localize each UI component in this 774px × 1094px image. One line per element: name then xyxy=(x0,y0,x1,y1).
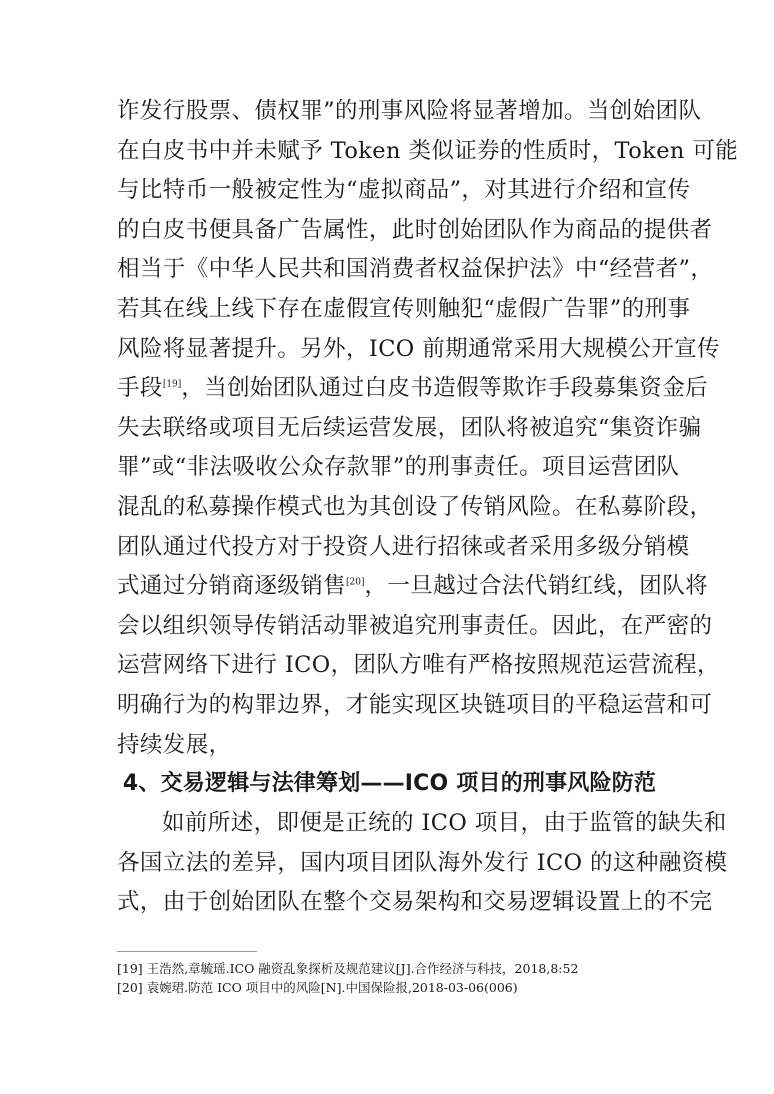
section-heading: 4、交易逻辑与法律筹划——ICO 项目的刑事风险防范 xyxy=(122,771,657,796)
text-line: 明确行为的构罪边界，才能实现区块链项目的平稳运营和可 xyxy=(117,691,713,718)
text-line: 相当于《中华人民共和国消费者权益保护法》中“经营者”， xyxy=(117,256,714,283)
text-line: 的白皮书便具备广告属性，此时创始团队作为商品的提供者 xyxy=(117,216,713,243)
footnote-20: [20] 袁婉珺.防范 ICO 项目中的风险[N].中国保险报,2018-03-06(006) xyxy=(117,980,518,995)
citation-marker-20[interactable]: [20] xyxy=(346,577,365,588)
text-line-with-citation xyxy=(117,369,708,409)
body-paragraph-2 xyxy=(117,804,728,923)
text-line: 诈发行股票、债权罪”的刑事风险将显著增加。当创始团队 xyxy=(117,98,702,124)
text-line: 罪”或“非法吸收公众存款罪”的刑事责任。项目运营团队 xyxy=(117,454,680,481)
footnote-divider xyxy=(117,951,257,952)
text-line: 式，由于创始团队在整个交易架构和交易逻辑设置上的不完 xyxy=(117,889,713,916)
text-line: 混乱的私募操作模式也为其创设了传销风险。在私募阶段， xyxy=(117,493,713,520)
text-line: 会以组织领导传销活动罪被追究刑事责任。因此，在严密的 xyxy=(117,612,713,639)
text-line: 失去联络或项目无后续运营发展，团队将被追究“集资诈骗 xyxy=(117,414,702,441)
text-line: 如前所述，即便是正统的 ICO 项目，由于监管的缺失和 xyxy=(162,810,727,836)
footnotes xyxy=(117,959,662,997)
text-line: 各国立法的差异，国内项目团队海外发行 ICO 的这种融资模 xyxy=(117,849,728,876)
citation-marker-19[interactable]: [19] xyxy=(162,379,182,390)
text-line-with-citation xyxy=(117,567,709,607)
text-fragment: ，当创始团队通过白皮书造假等欺诈手段募集资金后 xyxy=(181,375,708,402)
text-fragment: ，一旦越过合法代销红线，团队将 xyxy=(364,573,709,600)
footnote-19: [19] 王浩然,章毓瑶.ICO 融资乱象探析及规范建议[J].合作经济与科技，2018,8:52 xyxy=(117,961,579,976)
text-line: 风险将显著提升。另外，ICO 前期通常采用大规模公开宣传 xyxy=(117,335,720,362)
text-fragment: 手段 xyxy=(117,375,163,402)
text-line: 与比特币一般被定性为“虚拟商品”，对其进行介绍和宣传 xyxy=(117,177,691,204)
text-fragment: 式通过分销商逐级销售 xyxy=(117,573,347,600)
text-line: 在白皮书中并未赋予 Token 类似证券的性质时，Token 可能 xyxy=(117,137,739,164)
body-paragraph-1 xyxy=(117,92,739,765)
text-line: 运营网络下进行 ICO，团队方唯有严格按照规范运营流程， xyxy=(117,652,720,679)
text-line: 若其在线上线下存在虚假宣传则触犯“虚假广告罪”的刑事 xyxy=(117,295,691,322)
text-line: 团队通过代投方对于投资人进行招徕或者采用多级分销模 xyxy=(117,533,690,560)
text-line: 持续发展， xyxy=(117,731,232,758)
